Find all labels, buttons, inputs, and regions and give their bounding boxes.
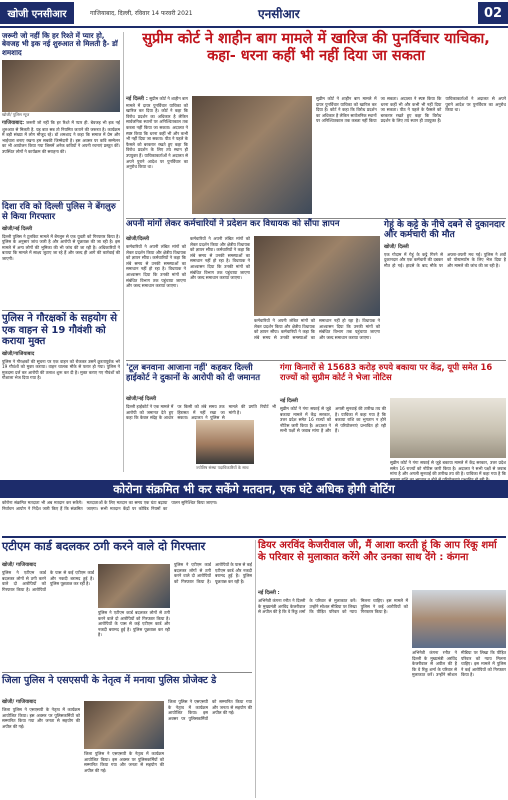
story-byline: खोजी/नई दिल्ली [2, 225, 33, 232]
story-body-continued: कर्मचारियों ने अपनी लंबित मांगों को लेकर प्रदर्शन किया और क्षेत्रीय विधायक को ज्ञापन सौंपा। कर्मचारियों ने कहा कि लंबे समय से उनकी समस्याओं का समाधान नहीं हो रहा है। विधायक ने आश्वासन दिया कि उनकी मांगों को संबंधित विभाग तक पहुंचाया जाएगा और जल्द समाधान कराया जाएगा। [254, 318, 380, 340]
story-body: दिल्ली हाईकोर्ट ने एक मामले में आरोपी को जमानत देते हुए कहा कि केवल संदेह के आधार पर किसी को लंबे समय तक हिरासत में नहीं रखा जा सकता। अदालत ने पुलिस से मामले की प्रगति रिपोर्ट भी मांगी है। [126, 404, 276, 421]
story-body: सुप्रीम कोर्ट ने गंगा सफाई से जुड़े बकाया मामले में केंद्र सरकार, उत्तर प्रदेश समेत 16 राज्यों को नोटिस जारी किया है। अदालत ने सभी पक्षों से जवाब मांगा है और अगली सुनवाई की तारीख तय की है। याचिका में कहा गया है कि बकाया राशि का भुगतान न होने से परियोजनाएं प्रभावित हो रही हैं। [280, 406, 386, 434]
divider [126, 360, 506, 361]
story-byline: खोजी/नई दिल्ली [126, 396, 157, 402]
lead-headline: सुप्रीम कोर्ट ने शाहीन बाग मामले में खारिज की पुनर्विचार याचिका, कहा- धरना कहीं भी नहीं दिया जा सकता [142, 31, 490, 64]
story-body-continued: जिला पुलिस ने एसएसपी के नेतृत्व में कार्यक्रम आयोजित किया। इस अवसर पर पुलिसकर्मियों को सम्मानित किया गया और जनता से सहयोग की अपील की गई। [84, 751, 164, 773]
story-byline: नई दिल्ली : [258, 590, 280, 596]
story-kangana [258, 540, 506, 586]
story-shamshad [2, 32, 120, 198]
lead-body-continued: सुप्रीम कोर्ट ने शाहीन बाग मामले में दायर पुनर्विचार याचिका को खारिज कर दिया है। कोर्ट ने कहा कि विरोध प्रदर्शन का अधिकार है लेकिन सार्वजनिक स्थानों पर अनिश्चितकाल तक कब्जा नहीं किया जा सकता। अदालत ने स्पष्ट किया कि धरना कहीं भी और कभी भी नहीं दिया जा सकता। पीठ ने पहले के फैसले को बरकरार रखते हुए कहा कि विरोध प्रदर्शन के लिए तय स्थान ही उपयुक्त हैं। याचिकाकर्ताओं ने अदालत से अपने पुराने आदेश पर पुनर्विचार का अनुरोध किया था। [316, 96, 506, 124]
atm-accused-photo [98, 564, 170, 608]
band-body [2, 500, 506, 534]
story-atm-body-2 [174, 562, 252, 670]
photo-caption: खोजी/ पुलिस न्यूज [2, 112, 120, 118]
story-police-day [2, 675, 252, 697]
story-body: अभिनेत्री कंगना रनौत ने दिल्ली के मुख्यमंत्री अरविंद केजरीवाल से अपील की है कि वे रिंकू शर्मा के परिवार से मुलाकात करें। उन्होंने सोशल मीडिया पर लिखा कि पीड़ित परिवार को न्याय मिलना चाहिए। इस मामले में पुलिस ने कई आरोपियों को गिरफ्तार किया है। [258, 598, 408, 615]
photo-caption: ज्योतिष संस्था पदाधिकारियों के साथ [196, 465, 254, 471]
kejriwal-photo [412, 590, 506, 648]
story-atm-body [2, 562, 94, 670]
story-employees-body [126, 236, 186, 356]
story-body: गाजियाबाद: जरूरी जो नहीं कि हर रिश्ते में प्यार ही. बेवजह भी इक नई शुरुआत से मिलती है. यह बात सब तो नियमित जताने की जरूरत है। कार्यक्रम में बड़ी संख्या में लोग मौजूद रहे। डॉ शमशाद ने कहा कि समाज में प्रेम और भाईचारा बनाए रखना हम सबकी जिम्मेदारी है। इस अवसर पर कवि सम्मेलन का भी आयोजन किया गया जिसमें अनेक कवियों ने अपनी रचनाएं प्रस्तुत कीं। उपस्थित लोगों ने कार्यक्रम की सराहना की। [2, 120, 120, 154]
story-body-continued: कर्मचारियों ने अपनी लंबित मांगों को लेकर प्रदर्शन किया और क्षेत्रीय विधायक को ज्ञापन सौंपा। कर्मचारियों ने कहा कि लंबे समय से उनकी समस्याओं का समाधान नहीं हो रहा है। विधायक ने आश्वासन दिया कि उनकी मांगों को संबंधित विभाग तक पहुंचाया जाएगा और जल्द समाधान कराया जाएगा। [190, 236, 250, 281]
story-kangana-body-2 [412, 650, 506, 798]
story-body-continued: जिला पुलिस ने एसएसपी के नेतृत्व में कार्यक्रम आयोजित किया। इस अवसर पर पुलिसकर्मियों को सम्मानित किया गया और जनता से सहयोग की अपील की गई। [168, 699, 252, 721]
story-wheat [384, 220, 506, 360]
divider [2, 200, 120, 201]
band-story-body: कोरोना संक्रमित मतदाता भी अब मतदान कर सकेंगे। निर्वाचन आयोग ने निर्देश जारी किए हैं कि संक्रमित मतदाताओं के लिए मतदान का समय एक घंटा बढ़ाया जाएगा। सभी मतदान केंद्रों पर कोविड नियमों का पालन सुनिश्चित किया जाएगा। [2, 500, 218, 511]
corona-voting-band [0, 480, 508, 498]
story-headline: जरूरी जो नहीं कि हर रिश्ते में प्यार हो, बेवजह भी इक नई शुरुआत से मिलती है- डॉ शमशाद [2, 31, 118, 57]
column-divider [123, 32, 124, 472]
story-ganga-body [280, 398, 386, 476]
story-headline: अपनी मांगों लेकर कर्मचारियों ने प्रदेशन कर विधायक को सौंपा ज्ञापन [126, 219, 340, 229]
section-name: एनसीआर [258, 7, 300, 21]
story-headline: पुलिस ने गौरक्षकों के सहयोग से एक वाहन से 19 गौवंशी को कराया मुक्त [2, 313, 118, 347]
newspaper-logo: खोजी एनसीआर [0, 2, 74, 24]
story-body-continued: अभिनेत्री कंगना रनौत ने दिल्ली के मुख्यमंत्री अरविंद केजरीवाल से अपील की है कि वे रिंकू शर्मा के परिवार से मुलाकात करें। उन्होंने सोशल मीडिया पर लिखा कि पीड़ित परिवार को न्याय मिलना चाहिए। इस मामले में पुलिस ने कई आरोपियों को गिरफ्तार किया है। [412, 650, 506, 678]
story-employees-body-2 [190, 236, 250, 356]
story-toolkit [126, 363, 276, 393]
story-headline: गंगा किनारों से 15683 करोड़ रुपये बकाया पर केंद्र, यूपी समेत 16 राज्यों को सुप्रीम कोर्ट ने भेजा नोटिस [280, 362, 493, 382]
story-headline: गेहूं के कट्टे के नीचे दबने से दुकानदार और कर्मचारी की मौत [384, 220, 505, 241]
toolkit-photo [196, 420, 254, 464]
story-byline: खोजी/दिल्ली [126, 236, 150, 242]
story-body-continued: पुलिस ने एटीएम कार्ड बदलकर लोगों से ठगी करने वाले दो आरोपियों को गिरफ्तार किया है। आरोपियों के पास से कई एटीएम कार्ड और नकदी बरामद हुई है। पुलिस पूछताछ कर रही है। [174, 562, 252, 584]
employees-photo [254, 236, 380, 316]
story-police-day-body [2, 699, 80, 799]
story-body: जिला पुलिस ने एसएसपी के नेतृत्व में कार्यक्रम आयोजित किया। इस अवसर पर पुलिसकर्मियों को सम्मानित किया गया और जनता से सहयोग की अपील की गई। [2, 707, 80, 729]
story-photo [2, 60, 120, 112]
story-body: एक गोदाम में गेहूं के कट्टे गिरने से दुकानदार और एक कर्मचारी की दबकर मौत हो गई। हादसे के बाद मौके पर अफरा-तफरी मच गई। पुलिस ने शवों को पोस्टमार्टम के लिए भेज दिया है और मामले की जांच की जा रही है। [384, 251, 506, 268]
story-headline: दिशा रवि को दिल्ली पुलिस ने बेंगलुरु से किया गिरफ्तार [2, 202, 116, 222]
story-police-day-body-3 [168, 699, 252, 799]
story-byline: नई दिल्ली [280, 398, 298, 404]
lead-body: नई दिल्ली : सुप्रीम कोर्ट ने शाहीन बाग मामले में दायर पुनर्विचार याचिका को खारिज कर दिया है। कोर्ट ने कहा कि विरोध प्रदर्शन का अधिकार है लेकिन सार्वजनिक स्थानों पर अनिश्चितकाल तक कब्जा नहीं किया जा सकता। अदालत ने स्पष्ट किया कि धरना कहीं भी और कभी भी नहीं दिया जा सकता। पीठ ने पहले के फैसले को बरकरार रखते हुए कहा कि विरोध प्रदर्शन के लिए तय स्थान ही उपयुक्त हैं। याचिकाकर्ताओं ने अदालत से अपने पुराने आदेश पर पुनर्विचार का अनुरोध किया था। [126, 96, 188, 170]
police-day-photo [84, 701, 164, 749]
story-ganga [280, 363, 506, 395]
story-body: दिल्ली पुलिस ने टूलकिट मामले में बेंगलुरु से एक युवती को गिरफ्तार किया है। पुलिस के अनुसार जांच जारी है और आरोपी से पूछताछ की जा रही है। इस मामले में अन्य लोगों की भूमिका की भी जांच की जा रही है। अधिकारियों ने बताया कि मामले में साक्ष्य जुटाए जा रहे हैं और जल्द ही आगे की कार्रवाई की जाएगी। [2, 233, 120, 261]
story-gauvansh [2, 313, 120, 473]
story-byline: खोजी/ गाजियाबाद [2, 562, 37, 568]
lead-photo [192, 96, 312, 214]
story-byline: खोजी/गाजियाबाद [2, 350, 35, 357]
masthead [0, 0, 508, 28]
court-photo [390, 398, 506, 458]
story-body: पुलिस ने एटीएम कार्ड बदलकर लोगों से ठगी करने वाले दो आरोपियों को गिरफ्तार किया है। आरोपियों के पास से कई एटीएम कार्ड और नकदी बरामद हुई है। पुलिस पूछताछ कर रही है। [2, 570, 94, 592]
story-headline: डियर अरविंद केजरीवाल जी, मैं आशा करती हूं कि आप रिंकू शर्मा के परिवार से मुलाकात करेंगे और उनका साथ देंगे : कंगना [258, 540, 497, 563]
divider [2, 310, 120, 311]
story-headline: एटीएम कार्ड बदलकर ठगी करने वाले दो गिरफ्तार [2, 539, 206, 553]
band-headline: कोरोना संक्रमित भी कर सकेंगे मतदान, एक घंटे अधिक होगी वोटिंग [113, 481, 395, 496]
story-atm-body-3 [98, 610, 170, 670]
story-body: पुलिस ने गौरक्षकों की सूचना पर एक वाहन को रोककर उसमें क्रूरतापूर्वक भरे 19 गौवंशों को मुक्त कराया। वाहन चालक मौके से फरार हो गया। पुलिस ने मुकदमा दर्ज कर आरोपी की तलाश शुरू कर दी है। मुक्त कराए गए गौवंशों को गौशाला भेज दिया गया है। [2, 358, 120, 381]
dateline: गाजियाबाद, दिल्ली, रविवार 14 फरवरी 2021 [90, 10, 193, 17]
divider [2, 536, 506, 538]
story-headline: 'टूल बनवाना आजाना नहीं' कहकर दिल्ली हाईकोर्ट ने दुकानों के आरोपी को दी जमानत [126, 362, 261, 382]
story-body-continued: पुलिस ने एटीएम कार्ड बदलकर लोगों से ठगी करने वाले दो आरोपियों को गिरफ्तार किया है। आरोपियों के पास से कई एटीएम कार्ड और नकदी बरामद हुई है। पुलिस पूछताछ कर रही है। [98, 610, 170, 638]
story-body-continued: सुप्रीम कोर्ट ने गंगा सफाई से जुड़े बकाया मामले में केंद्र सरकार, उत्तर प्रदेश समेत 16 राज्यों को नोटिस जारी किया है। अदालत ने सभी पक्षों से जवाब मांगा है और अगली सुनवाई की तारीख तय की है। याचिका में कहा गया है कि [390, 460, 506, 477]
story-body: कर्मचारियों ने अपनी लंबित मांगों को लेकर प्रदर्शन किया और क्षेत्रीय विधायक को ज्ञापन सौंपा। कर्मचारियों ने कहा कि लंबे समय से उनकी समस्याओं का समाधान नहीं हो रहा है। विधायक ने आश्वासन दिया कि उनकी मांगों को संबंधित विभाग तक पहुंचाया जाएगा और जल्द समाधान कराया जाएगा। [126, 244, 186, 289]
story-atm [2, 540, 252, 560]
lead-body-col [126, 96, 188, 226]
divider [2, 672, 252, 673]
lead-story [126, 31, 506, 95]
story-byline: खोजी/ दिल्ली [384, 243, 409, 250]
story-headline: जिला पुलिस ने एसएसपी के नेतृत्व में मनाया पुलिस प्रोजेक्ट डे [2, 675, 217, 686]
page-number: 02 [478, 2, 508, 24]
story-disha-ravi [2, 203, 120, 308]
story-employees [126, 220, 380, 234]
column-divider [255, 540, 256, 798]
story-byline: खोजी/ गाजियाबाद [2, 699, 37, 705]
story-ganga-body-2 [390, 460, 506, 476]
story-kangana-body [258, 590, 408, 798]
lead-body-col-2 [316, 96, 506, 214]
story-police-day-body-2 [84, 751, 164, 799]
story-employees-body-3 [254, 318, 380, 356]
